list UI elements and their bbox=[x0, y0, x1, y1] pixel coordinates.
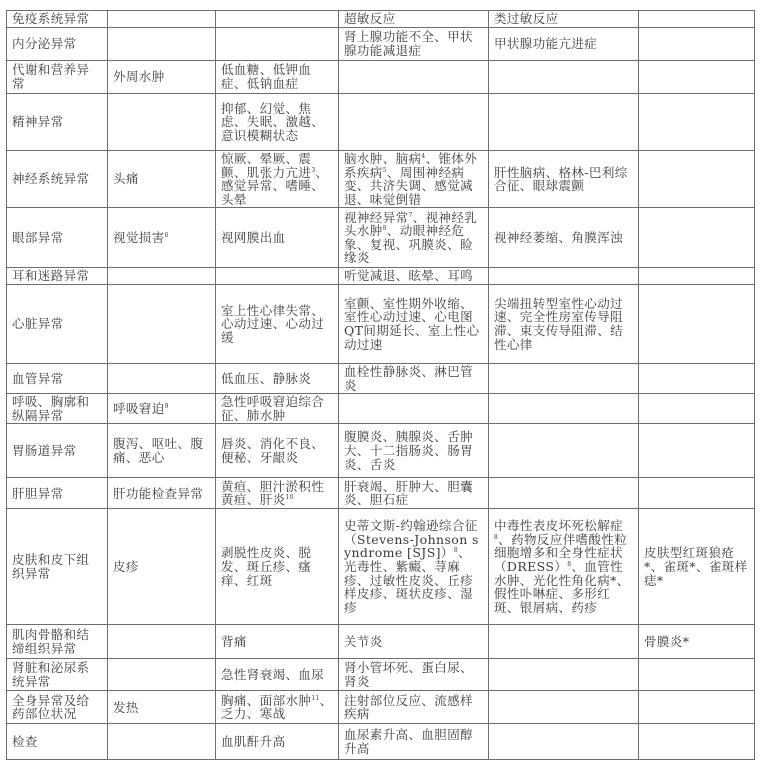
table-row bbox=[7, 208, 755, 268]
uncommon-cell: 唇炎、消化不良、便秘、牙龈炎 bbox=[216, 424, 339, 478]
common-cell bbox=[108, 28, 216, 61]
table-row bbox=[7, 151, 755, 208]
organ-class-cell: 耳和迷路异常 bbox=[7, 268, 108, 285]
uncommon-cell: 抑郁、幻觉、焦虑、失眠、激越、意识模糊状态 bbox=[216, 94, 339, 151]
uncommon-cell: 急性肾衰竭、血尿 bbox=[216, 659, 339, 691]
uncommon-cell: 胸痛、面部水肿$^{11}$、乏力、寒战 bbox=[216, 691, 339, 724]
rare-cell: 史蒂文斯-约翰逊综合征（Stevens-Johnson syndrome [SJS]）$^8$、光毒性、紫癜、荨麻疹、过敏性皮炎、丘疹样皮疹、斑状皮疹、湿疹 bbox=[339, 509, 489, 625]
unknown-freq-cell bbox=[639, 691, 755, 724]
unknown-freq-cell bbox=[639, 94, 755, 151]
table-row bbox=[7, 424, 755, 478]
common-cell bbox=[108, 363, 216, 393]
unknown-freq-cell bbox=[639, 151, 755, 208]
organ-class-cell: 内分泌异常 bbox=[7, 28, 108, 61]
rare-cell: 肾小管坏死、蛋白尿、肾炎 bbox=[339, 659, 489, 691]
organ-class-cell: 胃肠道异常 bbox=[7, 424, 108, 478]
very-rare-cell bbox=[489, 625, 639, 659]
very-rare-cell: 视神经萎缩、角膜浑浊 bbox=[489, 208, 639, 268]
organ-class-cell: 呼吸、胸廓和纵隔异常 bbox=[7, 394, 108, 424]
unknown-freq-cell bbox=[639, 11, 755, 28]
unknown-freq-cell bbox=[639, 28, 755, 61]
common-cell bbox=[108, 724, 216, 760]
unknown-freq-cell bbox=[639, 724, 755, 760]
rare-cell: 关节炎 bbox=[339, 625, 489, 659]
organ-class-cell: 血管异常 bbox=[7, 363, 108, 393]
common-cell: 发热 bbox=[108, 691, 216, 724]
table-row bbox=[7, 478, 755, 509]
unknown-freq-cell bbox=[639, 284, 755, 363]
unknown-freq-cell bbox=[639, 208, 755, 268]
table-row bbox=[7, 625, 755, 659]
unknown-freq-cell bbox=[639, 394, 755, 424]
uncommon-cell: 剥脱性皮炎、脱发、斑丘疹、瘙痒、红斑 bbox=[216, 509, 339, 625]
rare-cell bbox=[339, 61, 489, 94]
very-rare-cell bbox=[489, 691, 639, 724]
common-cell bbox=[108, 268, 216, 285]
table-row bbox=[7, 268, 755, 285]
unknown-freq-cell bbox=[639, 659, 755, 691]
common-cell: 腹泻、呕吐、腹痛、恶心 bbox=[108, 424, 216, 478]
rare-cell bbox=[339, 94, 489, 151]
organ-class-cell: 神经系统异常 bbox=[7, 151, 108, 208]
very-rare-cell bbox=[489, 724, 639, 760]
very-rare-cell: 类过敏反应 bbox=[489, 11, 639, 28]
very-rare-cell bbox=[489, 478, 639, 509]
common-cell bbox=[108, 94, 216, 151]
unknown-freq-cell: 皮肤型红斑狼疮*、雀斑*、雀斑样痣* bbox=[639, 509, 755, 625]
uncommon-cell bbox=[216, 11, 339, 28]
table-row bbox=[7, 659, 755, 691]
table-row bbox=[7, 724, 755, 760]
common-cell: 视觉损害$^6$ bbox=[108, 208, 216, 268]
unknown-freq-cell: 骨膜炎* bbox=[639, 625, 755, 659]
common-cell: 头痛 bbox=[108, 151, 216, 208]
common-cell bbox=[108, 625, 216, 659]
organ-class-cell: 肝胆异常 bbox=[7, 478, 108, 509]
table-row bbox=[7, 509, 755, 625]
uncommon-cell: 血肌酐升高 bbox=[216, 724, 339, 760]
organ-class-cell: 肌肉骨骼和结缔组织异常 bbox=[7, 625, 108, 659]
organ-class-cell: 精神异常 bbox=[7, 94, 108, 151]
very-rare-cell: 甲状腺功能亢进症 bbox=[489, 28, 639, 61]
uncommon-cell: 黄疸、胆汁淤积性黄疸、肝炎$^{10}$ bbox=[216, 478, 339, 509]
unknown-freq-cell bbox=[639, 478, 755, 509]
table-row bbox=[7, 363, 755, 393]
organ-class-cell: 肾脏和泌尿系统异常 bbox=[7, 659, 108, 691]
unknown-freq-cell bbox=[639, 61, 755, 94]
table-row bbox=[7, 394, 755, 424]
table-row bbox=[7, 691, 755, 724]
very-rare-cell: 尖端扭转型室性心动过速、完全性房室传导阻滞、束支传导阻滞、结性心律 bbox=[489, 284, 639, 363]
uncommon-cell: 背痛 bbox=[216, 625, 339, 659]
unknown-freq-cell bbox=[639, 363, 755, 393]
table-row bbox=[7, 61, 755, 94]
rare-cell: 室颤、室性期外收缩、室性心动过速、心电图QT间期延长、室上性心动过速 bbox=[339, 284, 489, 363]
uncommon-cell bbox=[216, 28, 339, 61]
table-body bbox=[7, 11, 755, 760]
common-cell: 肝功能检查异常 bbox=[108, 478, 216, 509]
rare-cell: 脑水肿、脑病$^4$、锥体外系疾病$^5$、周围神经病变、共济失调、感觉减退、味觉倒错 bbox=[339, 151, 489, 208]
rare-cell bbox=[339, 394, 489, 424]
table-row bbox=[7, 94, 755, 151]
common-cell: 外周水肿 bbox=[108, 61, 216, 94]
rare-cell: 肝衰竭、肝肿大、胆囊炎、胆石症 bbox=[339, 478, 489, 509]
very-rare-cell bbox=[489, 363, 639, 393]
uncommon-cell: 惊厥、晕厥、震颤、肌张力亢进$^3$、感觉异常、嗜睡、头晕 bbox=[216, 151, 339, 208]
common-cell: 皮疹 bbox=[108, 509, 216, 625]
common-cell bbox=[108, 284, 216, 363]
very-rare-cell bbox=[489, 659, 639, 691]
organ-class-cell: 全身异常及给药部位状况 bbox=[7, 691, 108, 724]
rare-cell: 血栓性静脉炎、淋巴管炎 bbox=[339, 363, 489, 393]
very-rare-cell bbox=[489, 394, 639, 424]
common-cell: 呼吸窘迫$^9$ bbox=[108, 394, 216, 424]
uncommon-cell: 低血压、静脉炎 bbox=[216, 363, 339, 393]
rare-cell: 超敏反应 bbox=[339, 11, 489, 28]
uncommon-cell: 视网膜出血 bbox=[216, 208, 339, 268]
common-cell bbox=[108, 659, 216, 691]
organ-class-cell: 眼部异常 bbox=[7, 208, 108, 268]
uncommon-cell: 室上性心律失常、心动过速、心动过缓 bbox=[216, 284, 339, 363]
rare-cell: 肾上腺功能不全、甲状腺功能减退症 bbox=[339, 28, 489, 61]
organ-class-cell: 心脏异常 bbox=[7, 284, 108, 363]
table-row bbox=[7, 28, 755, 61]
very-rare-cell: 中毒性表皮坏死松解症$^8$、药物反应伴嗜酸性粒细胞增多和全身性症状（DRESS）$^8$、血管性水肿、光化性角化病*、假性卟啉症、多形红斑、银屑病、药疹 bbox=[489, 509, 639, 625]
organ-class-cell: 免疫系统异常 bbox=[7, 11, 108, 28]
organ-class-cell: 代谢和营养异常 bbox=[7, 61, 108, 94]
very-rare-cell bbox=[489, 61, 639, 94]
rare-cell: 听觉减退、眩晕、耳鸣 bbox=[339, 268, 489, 285]
very-rare-cell bbox=[489, 268, 639, 285]
table-row bbox=[7, 11, 755, 28]
uncommon-cell: 低血糖、低钾血症、低钠血症 bbox=[216, 61, 339, 94]
rare-cell: 腹膜炎、胰腺炎、舌肿大、十二指肠炎、肠胃炎、舌炎 bbox=[339, 424, 489, 478]
very-rare-cell bbox=[489, 424, 639, 478]
adverse-reactions-table bbox=[6, 10, 755, 760]
unknown-freq-cell bbox=[639, 424, 755, 478]
rare-cell: 注射部位反应、流感样疾病 bbox=[339, 691, 489, 724]
organ-class-cell: 皮肤和皮下组织异常 bbox=[7, 509, 108, 625]
organ-class-cell: 检查 bbox=[7, 724, 108, 760]
rare-cell: 血尿素升高、血胆固醇升高 bbox=[339, 724, 489, 760]
unknown-freq-cell bbox=[639, 268, 755, 285]
uncommon-cell bbox=[216, 268, 339, 285]
very-rare-cell bbox=[489, 94, 639, 151]
table-row bbox=[7, 284, 755, 363]
common-cell bbox=[108, 11, 216, 28]
very-rare-cell: 肝性脑病、格林-巴利综合征、眼球震颤 bbox=[489, 151, 639, 208]
uncommon-cell: 急性呼吸窘迫综合征、肺水肿 bbox=[216, 394, 339, 424]
rare-cell: 视神经异常$^7$、视神经乳头水肿$^8$、动眼神经危象、复视、巩膜炎、睑缘炎 bbox=[339, 208, 489, 268]
